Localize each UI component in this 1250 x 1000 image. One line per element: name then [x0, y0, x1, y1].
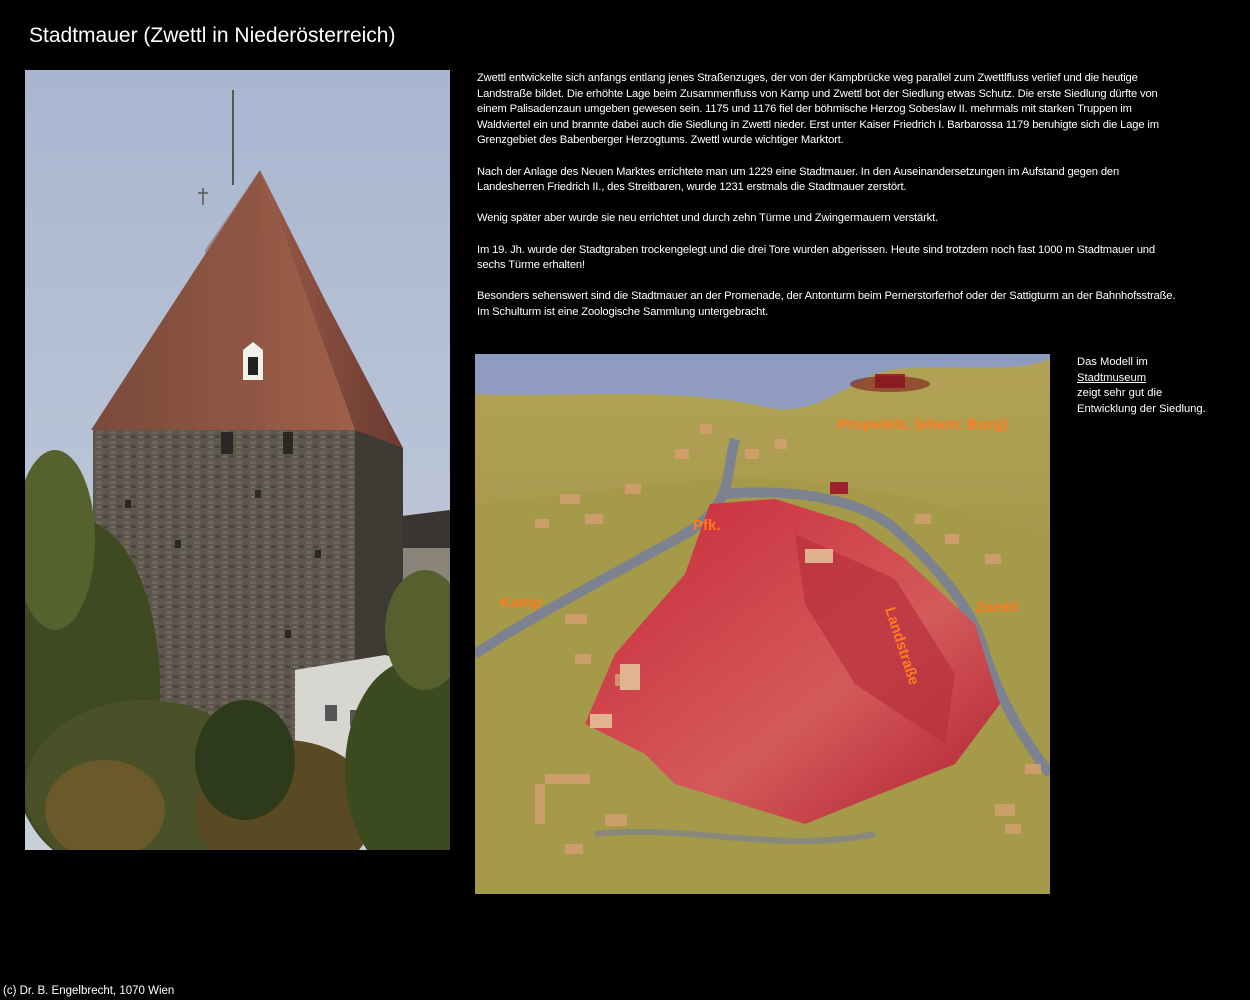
- article-paragraph: Besonders sehenswert sind die Stadtmauer an der Promenade, der Antonturm beim Pernerstorferhof oder der Sattigturm an der Bahnhofsstraße. Im Schulturm ist eine Zoologische Sammlung untergebracht.: [477, 290, 1176, 318]
- map-label-propstei: Propsteik. (ehem. Burg): [838, 416, 1008, 433]
- model-caption: [1077, 355, 1247, 417]
- copyright-footer: (c) Dr. B. Engelbrecht, 1070 Wien: [3, 985, 175, 997]
- article-paragraph: Zwettl entwickelte sich anfangs entlang jenes Straßenzuges, der von der Kampbrücke weg parallel zum Zwettlfluss verlief und die heutige Landstraße bildet. Die erhöhte Lage beim Zusammenfluss von Kamp und Zwettl bot der Siedlung etwas Schutz. Die erste Siedlung dürfte von einem Palisadenzaun umgeben gewesen sein. 1175 und 1176 fiel der böhmische Herzog Sobeslaw II. mehrmals mit starken Truppen im Waldviertel ein und brannte dabei auch die Siedlung in Zwettl nieder. Erst unter Kaiser Friedrich I. Barbarossa 1179 beruhigte sich die Lage im Grenzgebiet des Babenberger Herzogtums. Zwettl wurde wichtiger Marktort.: [477, 72, 1159, 147]
- caption-line: Das Modell im: [1077, 356, 1148, 368]
- article-text: [477, 71, 1177, 336]
- map-label-landstrasse: Landstraße: [881, 604, 923, 688]
- page-title: Stadtmauer (Zwettl in Niederösterreich): [29, 24, 396, 47]
- town-model-photo: [475, 354, 1050, 894]
- article-paragraph: Nach der Anlage des Neuen Marktes errichtete man um 1229 eine Stadtmauer. In den Auseinandersetzungen im Aufstand gegen den Landesherren Friedrich II., des Streitbaren, wurde 1231 erstmals die Stadtmauer zerstört.: [477, 165, 1120, 194]
- caption-line: Entwicklung der Siedlung.: [1077, 402, 1206, 415]
- map-label-kamp: Kamp: [500, 594, 542, 611]
- tower-photo: [25, 70, 450, 850]
- stadtmuseum-link[interactable]: Stadtmuseum: [1077, 371, 1147, 384]
- caption-line: zeigt sehr gut die: [1077, 387, 1163, 400]
- article-paragraph: Wenig später aber wurde sie neu errichtet und durch zehn Türme und Zwingermauern verstärkt.: [477, 212, 939, 225]
- map-label-pfk: Pfk.: [693, 517, 721, 534]
- map-label-zwettl: Zwettl: [975, 599, 1019, 616]
- article-paragraph: Im 19. Jh. wurde der Stadtgraben trockengelegt und die drei Tore wurden abgerissen. Heute sind trotzdem noch fast 1000 m Stadtmauer und sechs Türme erhalten!: [477, 243, 1155, 272]
